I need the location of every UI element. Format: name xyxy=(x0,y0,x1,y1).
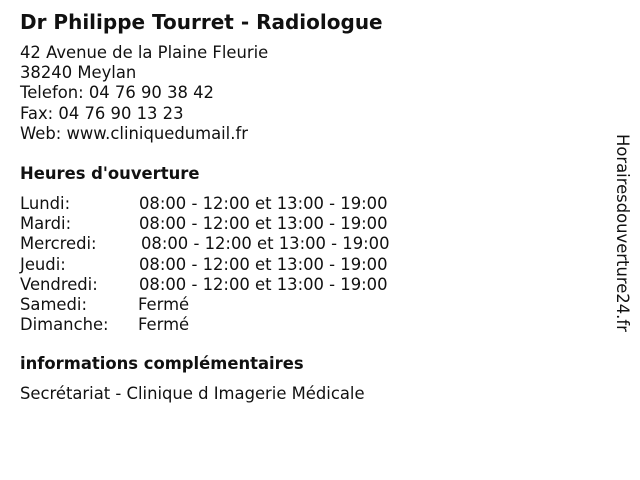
day-hours: 08:00 - 12:00 et 13:00 - 19:00 xyxy=(139,194,388,213)
day-hours: 08:00 - 12:00 et 13:00 - 19:00 xyxy=(139,214,388,234)
day-label: Samedi: xyxy=(20,294,87,314)
opening-hours-list xyxy=(20,194,440,335)
hours-row-friday xyxy=(20,275,440,295)
contact-block xyxy=(20,43,268,144)
day-hours: Fermé xyxy=(138,315,190,335)
day-hours: 08:00 - 12:00 et 13:00 - 19:00 xyxy=(139,254,388,274)
day-label: Mardi: xyxy=(20,214,72,234)
day-label: Mercredi: xyxy=(20,234,97,254)
hours-row-saturday xyxy=(20,295,440,315)
day-hours: 08:00 - 12:00 et 13:00 - 19:00 xyxy=(141,234,390,254)
hours-row-thursday xyxy=(20,255,440,275)
side-site-label: Horairesdouverture24.fr xyxy=(613,134,632,332)
additional-info-heading: informations complémentaires xyxy=(20,354,304,373)
address-street: 42 Avenue de la Plaine Fleurie xyxy=(20,43,269,62)
day-label: Dimanche: xyxy=(20,315,109,335)
website: Web: www.cliniquedumail.fr xyxy=(20,123,248,143)
additional-info-text: Secrétariat - Clinique d Imagerie Médicale xyxy=(20,384,365,403)
address-city: 38240 Meylan xyxy=(20,63,137,83)
fax-number: Fax: 04 76 90 13 23 xyxy=(20,103,184,123)
hours-row-monday xyxy=(20,194,440,214)
day-hours: Fermé xyxy=(138,294,190,314)
side-watermark xyxy=(600,120,640,380)
day-label: Lundi: xyxy=(20,194,71,213)
hours-row-wednesday xyxy=(20,234,440,254)
hours-row-sunday xyxy=(20,315,440,335)
phone-number: Telefon: 04 76 90 38 42 xyxy=(20,83,214,103)
opening-hours-heading: Heures d'ouverture xyxy=(20,164,200,183)
day-label: Jeudi: xyxy=(20,254,66,274)
hours-row-tuesday xyxy=(20,214,440,234)
page-title: Dr Philippe Tourret - Radiologue xyxy=(20,10,383,34)
day-label: Vendredi: xyxy=(20,274,98,294)
day-hours: 08:00 - 12:00 et 13:00 - 19:00 xyxy=(139,274,388,294)
